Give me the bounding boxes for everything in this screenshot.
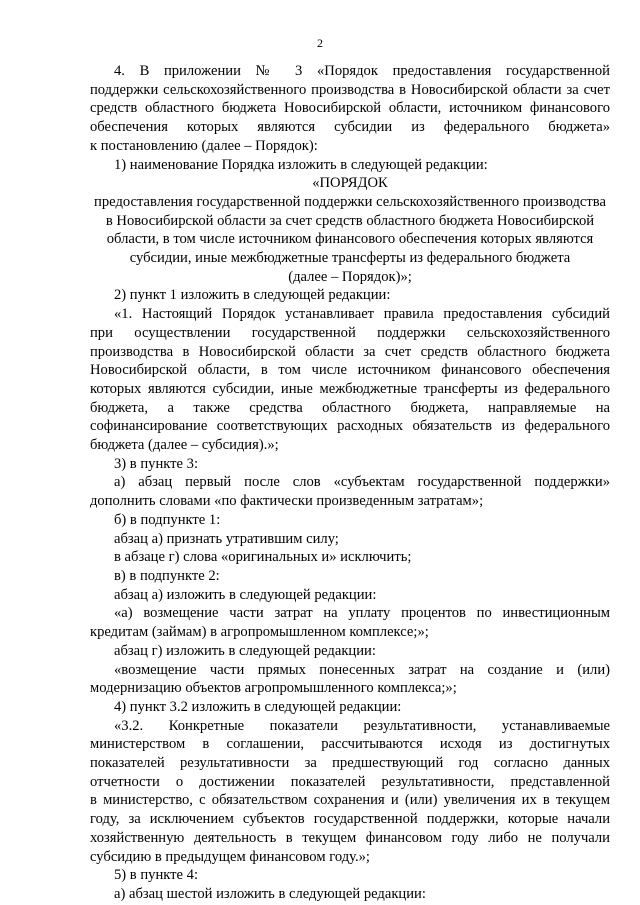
- item-3v-a: абзац а) изложить в следующей редакции:: [114, 586, 377, 603]
- clause-1-line: Новосибирской области, в том числе источником финансового обеспечения: [90, 362, 610, 379]
- order-title-line: (далее – Порядок)»;: [288, 268, 412, 285]
- clause-1-line: «1. Настоящий Порядок устанавливает правила предоставления субсидий: [114, 306, 610, 323]
- item-3b: б) в подпункте 1:: [114, 511, 221, 528]
- order-title-line: предоставления государственной поддержки сельскохозяйственного производства: [94, 193, 606, 210]
- quote-g-line: «возмещение части прямых понесенных затрат на создание и (или): [114, 661, 610, 678]
- clause-1-line: при осуществлении государственной поддержки сельскохозяйственного: [90, 324, 610, 341]
- document-body: [90, 62, 610, 904]
- clause-3-2-line: в министерство, с обязательством сохранения и (или) увеличения их в текущем: [90, 792, 610, 809]
- item-3v: в) в подпункте 2:: [114, 567, 220, 584]
- clause-3-2-line: министерством в соглашении, рассчитываются исходя из достигнутых: [90, 736, 610, 753]
- item-5: 5) в пункте 4:: [114, 867, 199, 884]
- clause-3-2-line: отчетности о достижении показателей результативности, представленной: [90, 773, 610, 790]
- paragraph-4-line: средств областного бюджета Новосибирской области, источником финансового: [90, 100, 610, 117]
- item-4: 4) пункт 3.2 изложить в следующей редакции:: [114, 698, 402, 715]
- paragraph-4-line: к постановлению (далее – Порядок):: [90, 137, 318, 154]
- page-number: 2: [317, 36, 323, 50]
- order-title-line: субсидии, иные межбюджетные трансферты из федерального бюджета: [129, 250, 571, 267]
- order-title-line: области, в том числе источником финансового обеспечения которых являются: [106, 231, 594, 248]
- order-title-line: «ПОРЯДОК: [312, 175, 388, 192]
- clause-1-line: которых являются субсидии, иные межбюджетные трансферты из федерального: [90, 380, 610, 397]
- item-5a: а) абзац шестой изложить в следующей редакции:: [114, 885, 426, 902]
- item-3v-g: абзац г) изложить в следующей редакции:: [114, 642, 376, 659]
- clause-1-line: бюджета (далее – субсидия).»;: [90, 437, 279, 454]
- clause-3-2-line: году, за исключением субъектов государственной поддержки, которые начали: [90, 811, 610, 828]
- clause-1-line: бюджета, а также средства областного бюджета, направляемые на: [90, 399, 610, 416]
- clause-3-2-line: хозяйственную деятельность в текущем финансовом году либо не получали: [90, 829, 610, 846]
- item-3a-line: дополнить словами «по фактически произведенным затратам»;: [90, 493, 484, 510]
- item-3b-a: абзац а) признать утратившим силу;: [114, 530, 339, 547]
- paragraph-4-line: 4. В приложении № 3 «Порядок предоставления государственной: [114, 63, 610, 79]
- clause-1-line: софинансирование соответствующих расходных обязательств из федерального: [90, 418, 610, 435]
- item-2: 2) пункт 1 изложить в следующей редакции:: [114, 287, 391, 304]
- quote-a-line: «а) возмещение части затрат на уплату процентов по инвестиционным: [114, 605, 610, 622]
- clause-1-line: производства в Новосибирской области за счет средств областного бюджета: [90, 343, 610, 360]
- quote-g-line: модернизацию объектов агропромышленного комплекса;»;: [90, 680, 457, 697]
- clause-3-2-line: субсидию в предыдущем финансовом году.»;: [90, 848, 370, 865]
- quote-a-line: кредитам (займам) в агропромышленном комплексе;»;: [90, 624, 429, 641]
- item-3a-line: а) абзац первый после слов «субъектам государственной поддержки»: [114, 474, 610, 491]
- item-3: 3) в пункте 3:: [114, 455, 199, 472]
- order-title-line: в Новосибирской области за счет средств областного бюджета Новосибирской: [105, 212, 595, 229]
- paragraph-4-line: обеспечения которых являются субсидии из федерального бюджета»: [90, 119, 610, 136]
- paragraph-4-line: поддержки сельскохозяйственного производства в Новосибирской области за счет: [90, 81, 610, 98]
- clause-3-2-line: показателей результативности за предшествующий год согласно данных: [90, 755, 610, 772]
- clause-3-2-line: «3.2. Конкретные показатели результативности, устанавливаемые: [114, 717, 610, 734]
- item-3b-g: в абзаце г) слова «оригинальных и» исключить;: [114, 549, 412, 566]
- item-1: 1) наименование Порядка изложить в следующей редакции:: [114, 156, 488, 173]
